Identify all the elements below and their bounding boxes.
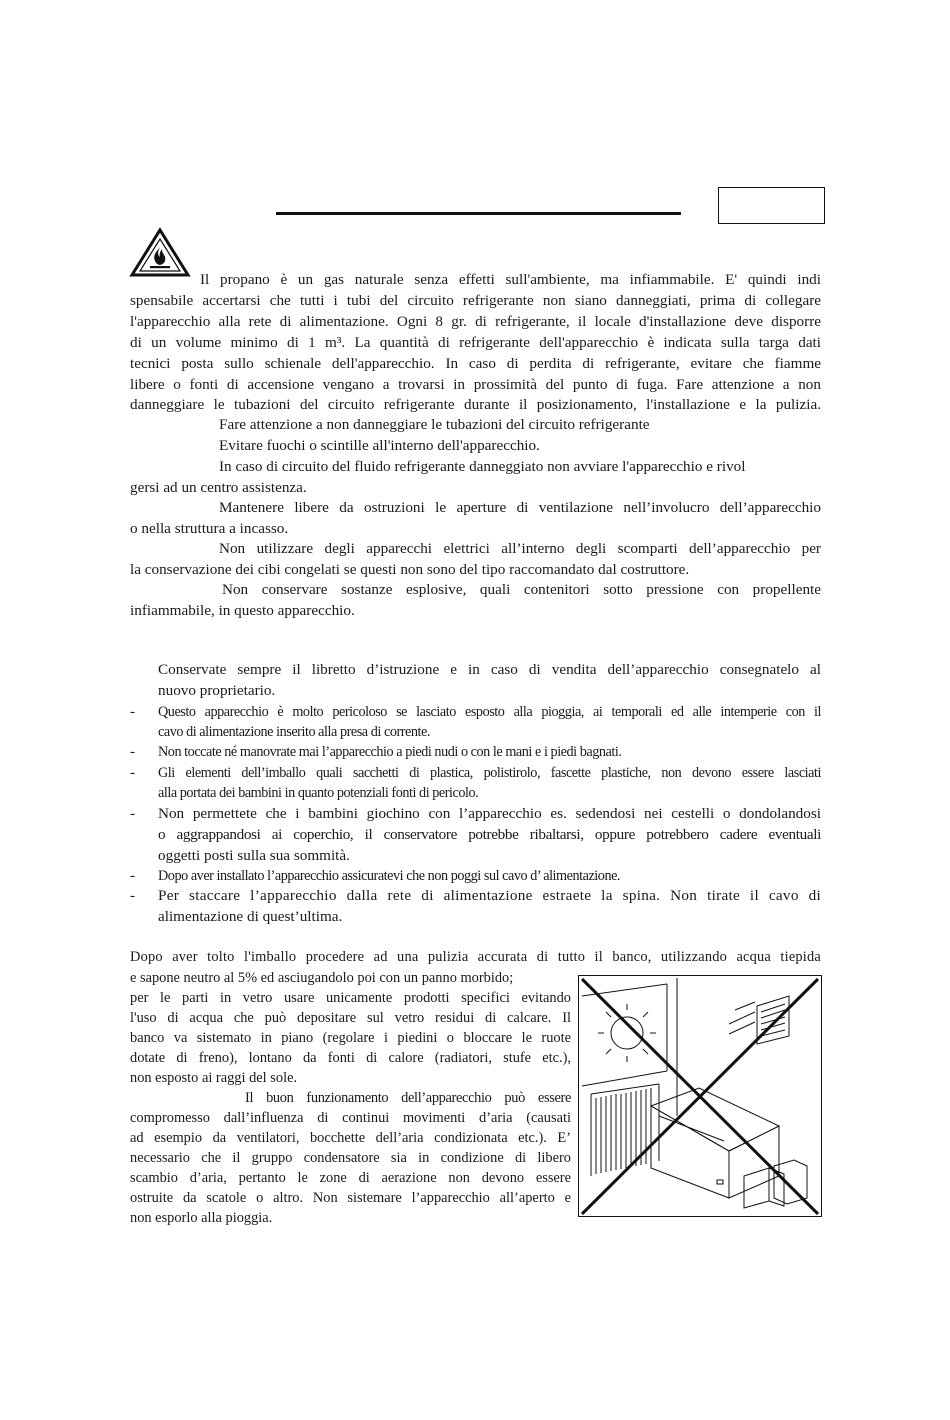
page-number-box	[718, 187, 825, 224]
install-line-2: e sapone neutro al 5% ed asciugandolo poi con un panno morbido;	[130, 970, 514, 986]
warning-4-line-1: Mantenere libere da ostruzioni le aperture di ventilazione nell’involucro dell’apparecchio	[219, 499, 821, 516]
warning-5-line-2: la conservazione dei cibi congelati se questi non sono del tipo raccomandato dal costruttore.	[130, 561, 690, 578]
intro-line-1: Il propano è un gas naturale senza effetti sull'ambiente, ma infiammabile. E' quindi indi	[200, 271, 821, 288]
install-line-6: dotate di freno), lontano da fonti di calore (radiatori, stufe etc.),	[130, 1050, 571, 1066]
warning-2: Evitare fuochi o scintille all'interno dell'apparecchio.	[219, 437, 540, 454]
warning-1: Fare attenzione a non danneggiare le tubazioni del circuito refrigerante	[219, 416, 650, 433]
radiator-icon	[591, 1084, 659, 1176]
warning-3-line-2: gersi ad un centro assistenza.	[130, 479, 307, 496]
intro-line-5: tecnici posta sullo schienale dell'apparecchio. In caso di perdita di refrigerante, evitare che fiamme	[130, 355, 821, 372]
intro-line-2: spensabile accertarsi che tutti i tubi del circuito refrigerante non siano danneggiati, prima di collegare	[130, 292, 821, 309]
list-dash: -	[130, 743, 136, 760]
safety-item-3-line-1: Gli elementi dell’imballo quali sacchetti di plastica, polistirolo, fascette plastiche, non devono essere lasciati	[158, 765, 821, 781]
install-line-7: non esposto ai raggi del sole.	[130, 1070, 298, 1086]
warning-3-line-1: In caso di circuito del fluido refrigerante danneggiato non avviare l'apparecchio e rivol	[219, 458, 746, 475]
illustration-drawing	[579, 976, 821, 1216]
flammable-warning-icon	[129, 227, 191, 279]
sun-rays-icon	[598, 1004, 656, 1062]
install-line-11: necessario che il gruppo condensatore sia in condizione di libero	[130, 1150, 571, 1166]
install-line-4: l'uso di acqua che può depositare sul vetro residui di calcare. Il	[130, 1010, 571, 1026]
window-sill	[582, 1071, 667, 1086]
install-line-10: ad esempio da ventilatori, bocchette dell’aria condizionata etc.). E’	[130, 1130, 571, 1146]
install-line-14: non esporlo alla pioggia.	[130, 1210, 273, 1226]
safety-item-0-line-1: Conservate sempre il libretto d’istruzione e in caso di vendita dell’apparecchio consegnatelo al	[158, 661, 821, 678]
list-dash: -	[130, 887, 136, 904]
install-line-13: ostruite da scatole o altro. Non sistemare l’apparecchio all’aperto e	[130, 1190, 571, 1206]
intro-line-6: libere o fonti di accensione vengano a trovarsi in prossimità del punto di fuga. Fare attenzione a non	[130, 376, 821, 393]
list-dash: -	[130, 764, 136, 781]
safety-item-4-line-2: o aggrappandosi ai coperchio, il conservatore potrebbe ribaltarsi, oppure potrebbero cadere eventuali	[158, 826, 821, 843]
safety-item-5-line-1: Dopo aver installato l’apparecchio assicuratevi che non poggi sul cavo d’ alimentazione.	[158, 868, 621, 884]
list-dash: -	[130, 703, 136, 720]
safety-item-2-line-1: Non toccate né manovrate mai l’apparecchio a piedi nudi o con le mani e i piedi bagnati.	[158, 744, 622, 760]
safety-item-4-line-1: Non permettete che i bambini giochino con l’apparecchio es. sedendosi nei cestelli o dondolandosi	[158, 805, 821, 822]
safety-item-1-line-2: cavo di alimentazione inserito alla presa di corrente.	[158, 724, 430, 740]
install-line-9: compromesso dall’influenza di continui movimenti d’aria (causati	[130, 1110, 571, 1126]
list-dash: -	[130, 867, 136, 884]
safety-item-6-line-1: Per staccare l’apparecchio dalla rete di alimentazione estraete la spina. Non tirate il cavo di	[158, 887, 821, 904]
chest-freezer-icon	[651, 1088, 779, 1198]
install-line-3: per le parti in vetro usare unicamente prodotti specifici evitando	[130, 990, 571, 1006]
safety-item-1-line-1: Questo apparecchio è molto pericoloso se lasciato esposto alla pioggia, ai temporali ed alle intemperie con il	[158, 704, 821, 720]
safety-item-3-line-2: alla portata dei bambini in quanto potenziali fonti di pericolo.	[158, 785, 479, 801]
warning-4-line-2: o nella struttura a incasso.	[130, 520, 289, 537]
safety-item-6-line-2: alimentazione di quest’ultima.	[158, 908, 343, 925]
incorrect-installation-illustration	[578, 975, 822, 1217]
intro-line-4: di un volume minimo di 1 m³. La quantità di refrigerante dell'apparecchio è indicata sulla targa dati	[130, 334, 821, 351]
list-dash: -	[130, 805, 136, 822]
install-line-12: scambio d’aria, pertanto le zone di aerazione non devono essere	[130, 1170, 571, 1186]
install-line-1: Dopo aver tolto l'imballo procedere ad una pulizia accurata di tutto il banco, utilizzando acqua tiepida	[130, 949, 821, 965]
warning-6-line-2: infiammabile, in questo apparecchio.	[130, 602, 355, 619]
install-line-5: banco va sistemato in piano (regolare i piedini o bloccare le ruote	[130, 1030, 571, 1046]
safety-item-4-line-3: oggetti posti sulla sua sommità.	[158, 847, 350, 864]
warning-5-line-1: Non utilizzare degli apparecchi elettrici all’interno degli scomparti dell’apparecchio per	[219, 540, 821, 557]
install-line-8: Il buon funzionamento dell’apparecchio può essere	[245, 1090, 571, 1106]
intro-line-7: danneggiare le tubazioni del circuito refrigerante durante il posizionamento, l'installazione e la pulizia.	[130, 396, 821, 413]
cross-out-x-icon	[582, 979, 818, 1214]
boxes-icon	[744, 1160, 807, 1208]
warning-6-line-1: Non conservare sostanze esplosive, quali contenitori sotto pressione con propellente	[222, 581, 821, 598]
safety-item-0-line-2: nuovo proprietario.	[158, 682, 276, 699]
title-underline	[276, 212, 681, 215]
intro-line-3: l'apparecchio alla rete di alimentazione. Ogni 8 gr. di refrigerante, il locale d'installazione deve disporre	[130, 313, 821, 330]
